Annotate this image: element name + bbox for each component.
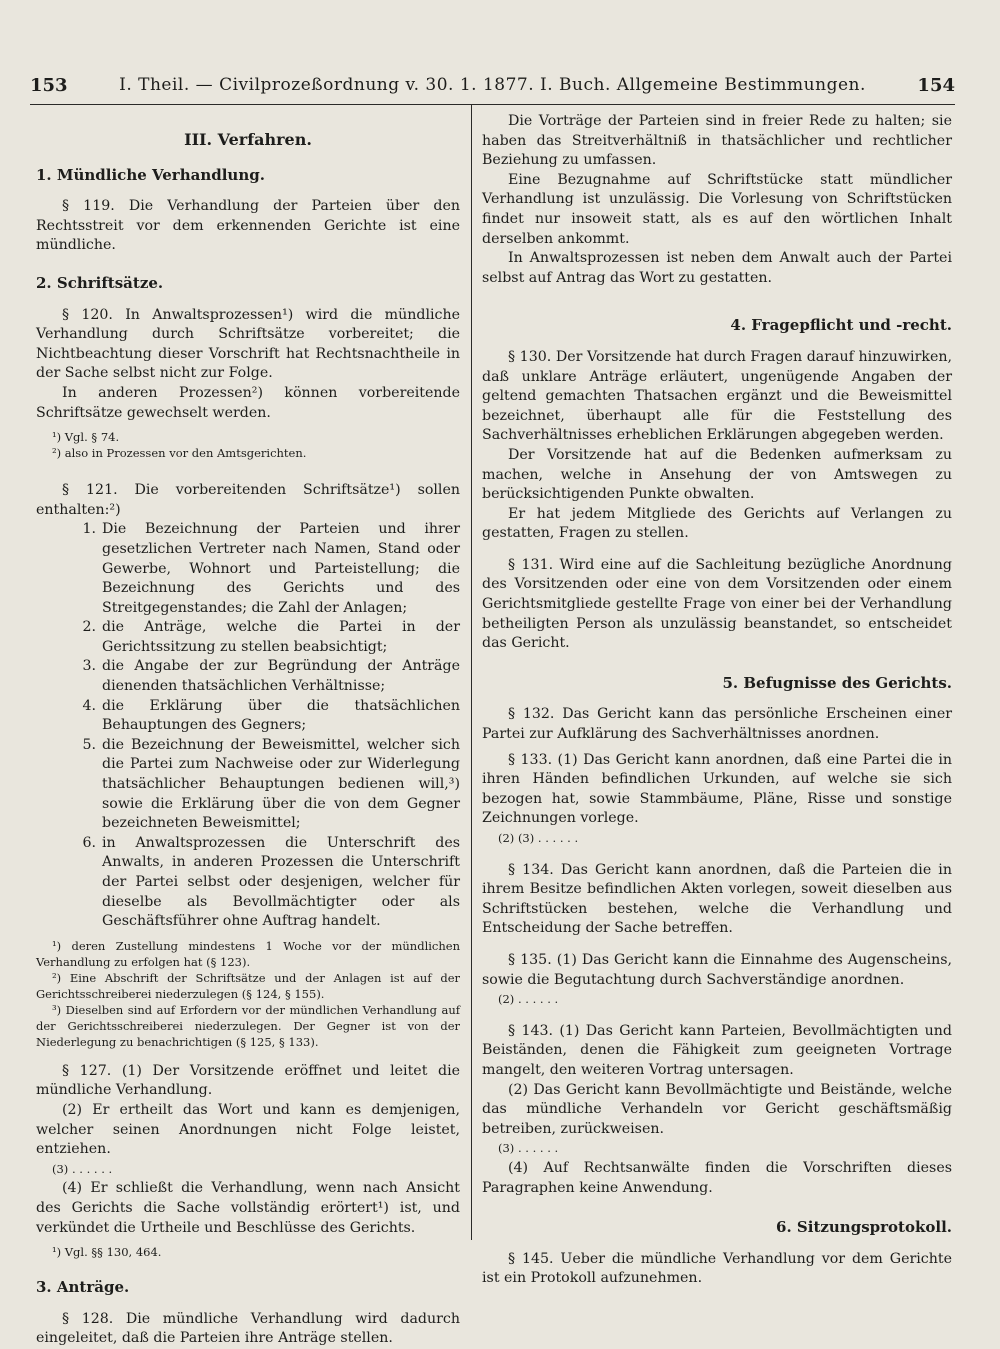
page-number-left: 153 bbox=[30, 74, 68, 96]
paragraph-130-b: Der Vorsitzende hat auf die Bedenken aufmerksam zu machen, welche in Ansehung der von Amtswegen zu berücksichtigenden Punkte obwalten. bbox=[482, 446, 952, 503]
paragraph-130-c: Er hat jedem Mitgliede des Gerichts auf Verlangen zu gestatten, Fragen zu stellen. bbox=[482, 505, 952, 542]
section-title-2: 2. Schriftsätze. bbox=[36, 273, 164, 292]
paragraph-120-b: In anderen Prozessen²) können vorbereitende Schriftsätze gewechselt werden. bbox=[36, 384, 460, 421]
omission-mark: (3) . . . . . . bbox=[52, 1161, 113, 1176]
footnote: ²) Eine Abschrift der Schriftsätze und der Anlagen ist auf der Gerichtsschreiberei niederzulegen (§ 124, § 155). bbox=[36, 970, 460, 1001]
paragraph-128-b: Die Vorträge der Parteien sind in freier Rede zu halten; sie haben das Streitverhältniß in thatsächlicher und rechtlicher Beziehung zu umfassen. bbox=[482, 113, 952, 169]
list-item: 1. Die Bezeichnung der Parteien und ihrer gesetzlichen Vertreter nach Namen, Stand oder Gewerbe, Wohnort und Parteistellung; die Bezeichnung des Gerichts und des Streitgegenstandes; die Zahl der Anlagen; bbox=[82, 521, 460, 616]
footnote: ¹) Vgl. § 74. bbox=[52, 430, 120, 445]
left-column bbox=[36, 112, 460, 1349]
running-header bbox=[30, 68, 955, 102]
page-number-right: 154 bbox=[917, 74, 955, 96]
running-title: I. Theil. — Civilprozeßordnung v. 30. 1. 1877. I. Buch. Allgemeine Bestimmungen. bbox=[119, 75, 866, 95]
section-title-6: 6. Sitzungsprotokoll. bbox=[776, 1218, 952, 1237]
paragraph-121: § 121. Die vorbereitenden Schriftsätze¹) sollen enthalten:²) bbox=[36, 482, 460, 518]
list-item: 2. die Anträge, welche die Partei in der Gerichtssitzung zu stellen beabsichtigt; bbox=[82, 619, 460, 655]
list-item: 6. in Anwaltsprozessen die Unterschrift des Anwalts, in anderen Prozessen die Unterschrift der Partei selbst oder desjenigen, welcher für dieselbe als Bevollmächtigter oder als Geschäftsführer ohne Auftrag handelt. bbox=[82, 834, 460, 930]
section-title-5: 5. Befugnisse des Gerichts. bbox=[722, 673, 952, 692]
paragraph-133: § 133. (1) Das Gericht kann anordnen, daß eine Partei die in ihren Händen befindlichen Urkunden, auf welche sie sich bezogen hat, sowie Stammbäume, Pläne, Risse und sonstige Zeichnungen vorlege. bbox=[482, 751, 952, 827]
footnote: ²) also in Prozessen vor den Amtsgerichten. bbox=[52, 446, 307, 461]
header-rule bbox=[30, 104, 955, 105]
omission-mark: (2) (3) . . . . . . bbox=[498, 831, 579, 845]
paragraph-143-4: (4) Auf Rechtsanwälte finden die Vorschriften dieses Paragraphen keine Anwendung. bbox=[482, 1159, 952, 1196]
paragraph-128-d: In Anwaltsprozessen ist neben dem Anwalt auch der Partei selbst auf Antrag das Wort zu gestatten. bbox=[482, 250, 952, 286]
paragraph-145: § 145. Ueber die mündliche Verhandlung vor dem Gerichte ist ein Protokoll aufzunehmen. bbox=[482, 1250, 952, 1287]
paragraph-121-items bbox=[36, 520, 460, 931]
paragraph-128-c: Eine Bezugnahme auf Schriftstücke statt mündlicher Verhandlung ist unzulässig. Die Vorlesung von Schriftstücken findet nur insoweit statt, als es auf den wörtlichen Inhalt derselben ankommt. bbox=[482, 171, 952, 247]
paragraph-143: § 143. (1) Das Gericht kann Parteien, Bevollmächtigten und Beiständen, denen die Fähigkeit zum geeigneten Vortrage mangelt, den weiteren Vortrag untersagen. bbox=[482, 1022, 952, 1078]
section-title-3: 3. Anträge. bbox=[36, 1278, 130, 1297]
right-column bbox=[482, 112, 952, 1289]
paragraph-134: § 134. Das Gericht kann anordnen, daß die Parteien die in ihrem Besitze befindlichen Akten vorlegen, soweit dieselben aus Schriftstücken bestehen, welche die Verhandlung und Entscheidung der Sache betreffen. bbox=[482, 861, 952, 937]
paragraph-130: § 130. Der Vorsitzende hat durch Fragen darauf hinzuwirken, daß unklare Anträge erläutert, ungenügende Angaben der geltend gemachten Thatsachen ergänzt und die Beweismittel bezeichnet, überhaupt alle für die Feststellung des Sachverhältnisses erheblichen Erklärungen abgegeben werden. bbox=[482, 348, 952, 444]
paragraph-127-4: (4) Er schließt die Verhandlung, wenn nach Ansicht des Gerichts die Sache vollständig erörtert¹) ist, und verkündet die Urtheile und Beschlüsse des Gerichts. bbox=[36, 1180, 460, 1236]
omission-mark: (2) . . . . . . bbox=[498, 992, 559, 1007]
list-item: 3. die Angabe der zur Begründung der Anträge dienenden thatsächlichen Verhältnisse; bbox=[82, 658, 460, 695]
paragraph-127-2: (2) Er ertheilt das Wort und kann es demjenigen, welcher seinen Anordnungen nicht Folge leistet, entziehen. bbox=[36, 1101, 460, 1158]
list-item: 5. die Bezeichnung der Beweismittel, welcher sich die Partei zum Nachweise oder zur Widerlegung thatsächlicher Behauptungen bedienen will,³) sowie die Erklärung über die von dem Gegner bezeichneten Beweismittel; bbox=[82, 736, 460, 832]
section-title-1: 1. Mündliche Verhandlung. bbox=[36, 165, 265, 184]
footnote: ¹) Vgl. §§ 130, 464. bbox=[52, 1245, 162, 1260]
paragraph-119: § 119. Die Verhandlung der Parteien über den Rechtsstreit vor dem erkennenden Gerichte ist eine mündliche. bbox=[36, 198, 460, 254]
paragraph-135: § 135. (1) Das Gericht kann die Einnahme des Augenscheins, sowie die Begutachtung durch Sachverständige anordnen. bbox=[482, 951, 952, 988]
paragraph-120: § 120. In Anwaltsprozessen¹) wird die mündliche Verhandlung durch Schriftsätze vorbereitet; die Nichtbeachtung dieser Vorschrift hat Rechtsnachtheile in der Sache selbst nicht zur Folge. bbox=[36, 306, 460, 382]
omission-mark: (3) . . . . . . bbox=[498, 1141, 559, 1156]
column-divider bbox=[471, 104, 472, 1240]
footnote: ¹) deren Zustellung mindestens 1 Woche vor der mündlichen Verhandlung zu erfolgen hat (§ 123). bbox=[36, 938, 460, 969]
paragraph-143-2: (2) Das Gericht kann Bevollmächtigte und Beistände, welche das mündliche Verhandeln vor Gericht geschäftsmäßig betreiben, zurückweisen. bbox=[482, 1081, 952, 1137]
paragraph-127: § 127. (1) Der Vorsitzende eröffnet und leitet die mündliche Verhandlung. bbox=[36, 1062, 460, 1099]
footnote: ³) Dieselben sind auf Erfordern vor der mündlichen Verhandlung auf der Gerichtsschreiberei niederzulegen. Der Gegner ist von der Niederlegung zu benachrichtigen (§ 125, § 133). bbox=[36, 1002, 460, 1049]
section-title-4: 4. Fragepflicht und -recht. bbox=[730, 316, 952, 335]
paragraph-132: § 132. Das Gericht kann das persönliche Erscheinen einer Partei zur Aufklärung des Sachverhältnisses anordnen. bbox=[482, 706, 952, 743]
paragraph-128: § 128. Die mündliche Verhandlung wird dadurch eingeleitet, daß die Parteien ihre Anträge stellen. bbox=[36, 1310, 460, 1347]
paragraph-131: § 131. Wird eine auf die Sachleitung bezügliche Anordnung des Vorsitzenden oder eine von dem Vorsitzenden oder einem Gerichtsmitgliede gestellte Frage von einer bei der Verhandlung betheiligten Person als unzulässig beanstandet, so entscheidet das Gericht. bbox=[482, 556, 952, 652]
list-item: 4. die Erklärung über die thatsächlichen Behauptungen des Gegners; bbox=[82, 697, 460, 734]
part-heading: III. Verfahren. bbox=[184, 130, 312, 149]
